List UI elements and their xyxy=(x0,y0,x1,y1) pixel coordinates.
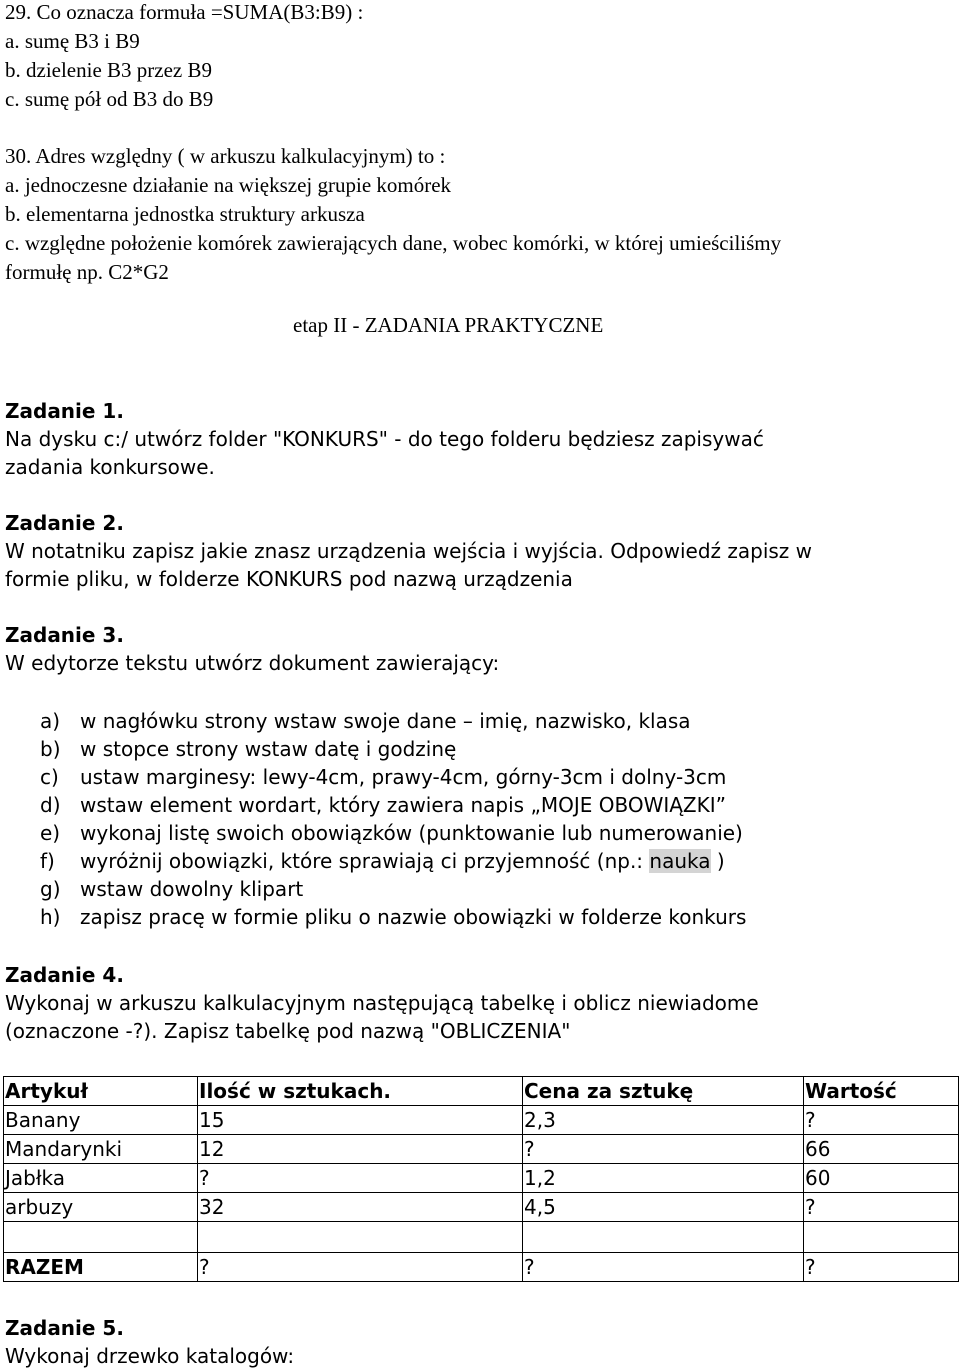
question-29-option-c: c. sumę pół od B3 do B9 xyxy=(5,87,214,111)
list-item-text: wstaw element wordart, który zawiera napis „MOJE OBOWIĄZKI” xyxy=(80,793,726,817)
task-1 xyxy=(5,397,955,481)
task-3-heading: Zadanie 3. xyxy=(5,623,124,647)
table-header-cell: Cena za sztukę xyxy=(523,1077,804,1106)
table-header-cell: Wartość xyxy=(804,1077,959,1106)
question-30-option-c-cont: formułę np. C2*G2 xyxy=(5,260,169,284)
table-row xyxy=(4,1135,959,1164)
task-3-intro: W edytorze tekstu utwórz dokument zawierający: xyxy=(5,651,500,675)
question-29-option-b: b. dzielenie B3 przez B9 xyxy=(5,58,213,82)
question-29 xyxy=(5,0,955,114)
list-item-text-start: wyróżnij obowiązki, które sprawiają ci przyjemność (np.: xyxy=(80,849,650,873)
list-item xyxy=(40,763,746,791)
table-row xyxy=(4,1193,959,1222)
table-cell: 60 xyxy=(804,1164,959,1193)
list-item-text: wykonaj listę swoich obowiązków (punktowanie lub numerowanie) xyxy=(80,821,743,845)
task-5-heading: Zadanie 5. xyxy=(5,1316,124,1340)
task-3 xyxy=(5,621,955,677)
question-30 xyxy=(5,142,955,287)
list-item-text: wstaw dowolny klipart xyxy=(80,877,304,901)
table-header-row xyxy=(4,1077,959,1106)
list-item xyxy=(40,875,746,903)
table-cell: 1,2 xyxy=(523,1164,804,1193)
list-item-letter: d) xyxy=(40,793,61,817)
table-header-cell: Ilość w sztukach. xyxy=(198,1077,523,1106)
task-4-line-2: (oznaczone -?). Zapisz tabelkę pod nazwą "OBLICZENIA" xyxy=(5,1019,571,1043)
question-29-option-a: a. sumę B3 i B9 xyxy=(5,29,140,53)
table-cell: Mandarynki xyxy=(4,1135,198,1164)
table-cell: Jabłka xyxy=(4,1164,198,1193)
table-cell: 2,3 xyxy=(523,1106,804,1135)
list-item-letter: f) xyxy=(40,849,55,873)
task-4 xyxy=(5,961,955,1045)
list-item-letter: h) xyxy=(40,905,61,929)
table-cell: Banany xyxy=(4,1106,198,1135)
list-item xyxy=(40,819,746,847)
question-29-title: 29. Co oznacza formuła =SUMA(B3:B9) : xyxy=(5,0,364,24)
table-cell: 12 xyxy=(198,1135,523,1164)
list-item-letter: c) xyxy=(40,765,59,789)
task-2-line-1: W notatniku zapisz jakie znasz urządzenia wejścia i wyjścia. Odpowiedź zapisz w xyxy=(5,539,813,563)
table-row xyxy=(4,1106,959,1135)
question-30-option-a: a. jednoczesne działanie na większej grupie komórek xyxy=(5,173,452,197)
table-cell: 32 xyxy=(198,1193,523,1222)
list-item-text: w stopce strony wstaw datę i godzinę xyxy=(80,737,457,761)
table-cell: ? xyxy=(523,1135,804,1164)
table-cell: ? xyxy=(804,1106,959,1135)
table-cell: 4,5 xyxy=(523,1193,804,1222)
stage-title: etap II - ZADANIA PRAKTYCZNE xyxy=(293,313,604,337)
task-2-line-2: formie pliku, w folderze KONKURS pod nazwą urządzenia xyxy=(5,567,573,591)
task-4-heading: Zadanie 4. xyxy=(5,963,124,987)
task-4-line-1: Wykonaj w arkuszu kalkulacyjnym następującą tabelkę i oblicz niewiadome xyxy=(5,991,759,1015)
task-1-line-1: Na dysku c:/ utwórz folder "KONKURS" - do tego folderu będziesz zapisywać xyxy=(5,427,764,451)
list-item-text-end: ) xyxy=(710,849,725,873)
question-30-title: 30. Adres względny ( w arkuszu kalkulacyjnym) to : xyxy=(5,144,446,168)
list-item-text xyxy=(80,847,725,875)
task-1-heading: Zadanie 1. xyxy=(5,399,124,423)
list-item xyxy=(40,707,746,735)
task-2-heading: Zadanie 2. xyxy=(5,511,124,535)
list-item xyxy=(40,903,746,931)
table-cell: arbuzy xyxy=(4,1193,198,1222)
table-cell: ? xyxy=(523,1253,804,1282)
task-1-line-2: zadania konkursowe. xyxy=(5,455,215,479)
list-item-letter: g) xyxy=(40,877,61,901)
list-item xyxy=(40,847,746,875)
table-cell: ? xyxy=(198,1164,523,1193)
list-item-text: ustaw marginesy: lewy-4cm, prawy-4cm, górny-3cm i dolny-3cm xyxy=(80,765,727,789)
list-item xyxy=(40,791,746,819)
question-30-option-c: c. względne położenie komórek zawierających dane, wobec komórki, w której umieściliśmy xyxy=(5,231,782,255)
list-item-letter: a) xyxy=(40,709,61,733)
question-30-option-b: b. elementarna jednostka struktury arkusza xyxy=(5,202,365,226)
table-cell: 66 xyxy=(804,1135,959,1164)
table-header-cell: Artykuł xyxy=(4,1077,198,1106)
highlighted-word: nauka xyxy=(649,849,711,873)
table-cell: ? xyxy=(804,1193,959,1222)
table-total-row xyxy=(4,1253,959,1282)
table-cell: ? xyxy=(198,1253,523,1282)
task-5-line-1: Wykonaj drzewko katalogów: xyxy=(5,1344,295,1368)
table-cell: 15 xyxy=(198,1106,523,1135)
task-5 xyxy=(5,1314,955,1370)
list-item-letter: e) xyxy=(40,821,61,845)
list-item xyxy=(40,735,746,763)
task-3-list xyxy=(40,707,746,931)
table-cell: ? xyxy=(804,1253,959,1282)
list-item-text: zapisz pracę w formie pliku o nazwie obowiązki w folderze konkurs xyxy=(80,905,747,929)
table-row xyxy=(4,1164,959,1193)
table-total-label: RAZEM xyxy=(4,1253,198,1282)
list-item-letter: b) xyxy=(40,737,61,761)
calculation-table xyxy=(3,1076,959,1282)
task-2 xyxy=(5,509,955,593)
table-spacer-row xyxy=(4,1222,959,1253)
list-item-text: w nagłówku strony wstaw swoje dane – imię, nazwisko, klasa xyxy=(80,709,691,733)
